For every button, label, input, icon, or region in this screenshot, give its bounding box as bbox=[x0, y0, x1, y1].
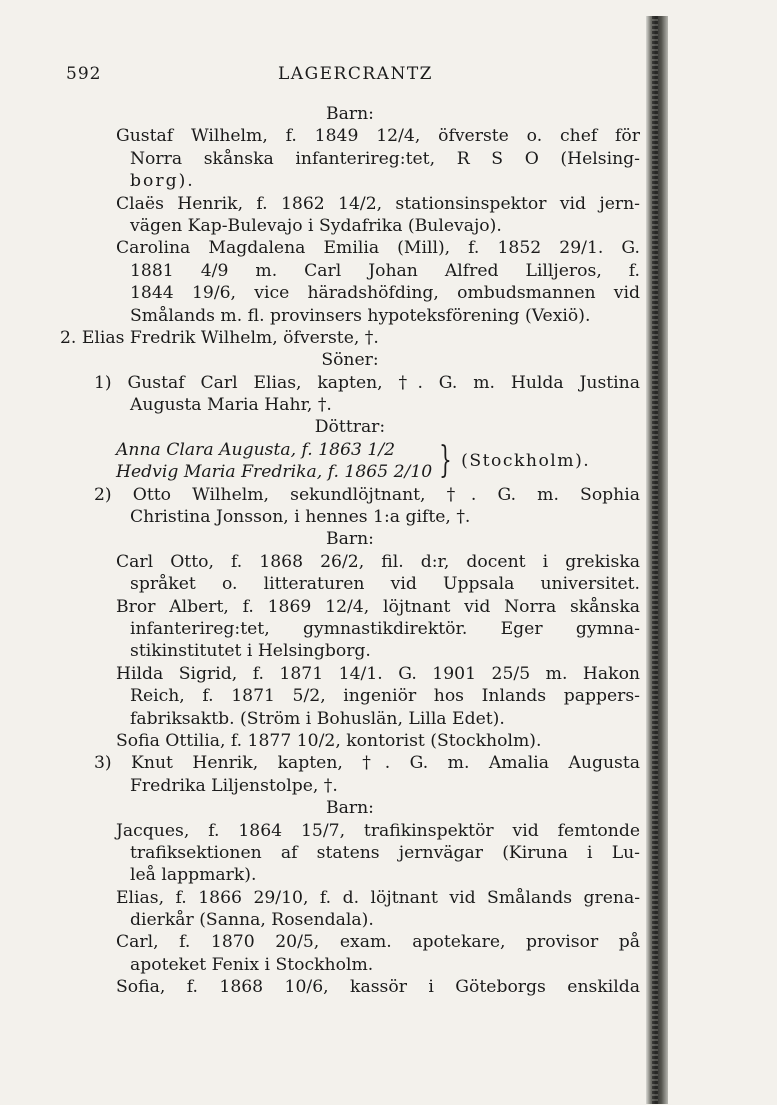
text-line: Hilda Sigrid, f. 1871 14/1. G. 1901 25/5 m. Hakon bbox=[116, 663, 640, 684]
text-line: Reich, f. 1871 5/2, ingeniör hos Inlands pappers- bbox=[130, 686, 640, 707]
text-line: borg). bbox=[130, 171, 195, 192]
text-line: Norra skånska infanterireg:tet, R S O (Helsing- bbox=[130, 148, 640, 169]
text-line: 1881 4/9 m. Carl Johan Alfred Lilljeros, f. bbox=[130, 260, 640, 281]
text-line: språket o. litteraturen vid Uppsala universitet. bbox=[130, 574, 640, 595]
text-line: trafiksektionen af statens jernvägar (Kiruna i Lu- bbox=[130, 842, 640, 863]
heading-barn-2: Barn: bbox=[326, 529, 374, 550]
text-line: dierkår (Sanna, Rosendala). bbox=[130, 910, 374, 931]
text-line: Carl Otto, f. 1868 26/2, fil. d:r, docent i grekiska bbox=[116, 551, 640, 572]
text-line: Sofia, f. 1868 10/6, kassör i Göteborgs enskilda bbox=[116, 977, 640, 998]
text-line: Anna Clara Augusta, f. 1863 1/2 bbox=[116, 439, 396, 460]
running-head: LAGERCRANTZ bbox=[278, 64, 433, 84]
text-line: Augusta Maria Hahr, †. bbox=[130, 395, 332, 416]
text-line: fabriksaktb. (Ström i Bohuslän, Lilla Edet). bbox=[130, 708, 505, 729]
text-line: Carolina Magdalena Emilia (Mill), f. 1852 29/1. G. bbox=[116, 238, 640, 259]
text-line: leå lappmark). bbox=[130, 865, 257, 886]
text-line: 1) Gustaf Carl Elias, kapten, †. G. m. Hulda Justina bbox=[94, 372, 640, 393]
text-line: Claës Henrik, f. 1862 14/2, stationsinspektor vid jern- bbox=[116, 193, 640, 214]
text-line: apoteket Fenix i Stockholm. bbox=[130, 954, 374, 975]
text-line: Carl, f. 1870 20/5, exam. apotekare, provisor på bbox=[116, 932, 640, 953]
heading-dottrar: Döttrar: bbox=[314, 417, 386, 438]
text-line: vägen Kap-Bulevajo i Sydafrika (Bulevajo). bbox=[130, 215, 502, 236]
brace-names bbox=[116, 439, 432, 484]
page-edge-texture bbox=[652, 16, 658, 1104]
text-line: Jacques, f. 1864 15/7, trafikinspektör vid femtonde bbox=[116, 820, 640, 841]
heading-soner: Söner: bbox=[321, 350, 379, 371]
heading-barn: Barn: bbox=[326, 104, 374, 124]
brace-tag: (Stockholm). bbox=[461, 451, 591, 472]
text-line: 2) Otto Wilhelm, sekundlöjtnant, †. G. m. Sophia bbox=[94, 484, 640, 505]
text-line: Gustaf Wilhelm, f. 1849 12/4, öfverste o. chef för bbox=[116, 126, 640, 147]
text-line: 2. Elias Fredrik Wilhelm, öfverste, †. bbox=[60, 327, 379, 348]
brace-group bbox=[60, 439, 640, 484]
text-line: infanterireg:tet, gymnastikdirektör. Eger gymna- bbox=[130, 619, 640, 639]
heading-barn-3: Barn: bbox=[326, 798, 374, 819]
text-line: stikinstitutet i Helsingborg. bbox=[130, 641, 371, 662]
text-line: Smålands m. fl. provinsers hypoteksförening (Vexiö). bbox=[130, 305, 591, 326]
text-line: Hedvig Maria Fredrika, f. 1865 2/10 bbox=[116, 462, 433, 483]
body-text bbox=[60, 103, 640, 999]
text-line: Sofia Ottilia, f. 1877 10/2, kontorist (Stockholm). bbox=[116, 730, 542, 751]
page-number: 592 bbox=[66, 64, 102, 84]
text-line: 3) Knut Henrik, kapten, †. G. m. Amalia Augusta bbox=[94, 753, 640, 774]
text-line: 1844 19/6, vice häradshöfding, ombudsmannen vid bbox=[130, 283, 640, 304]
text-line: Elias, f. 1866 29/10, f. d. löjtnant vid Smålands grena- bbox=[116, 887, 640, 908]
text-line: Christina Jonsson, i hennes 1:a gifte, †. bbox=[130, 507, 471, 528]
page-header bbox=[66, 64, 626, 88]
text-line: Bror Albert, f. 1869 12/4, löjtnant vid Norra skånska bbox=[116, 596, 640, 617]
text-line: Fredrika Liljenstolpe, †. bbox=[130, 775, 338, 796]
brace-glyph: } bbox=[439, 440, 452, 482]
